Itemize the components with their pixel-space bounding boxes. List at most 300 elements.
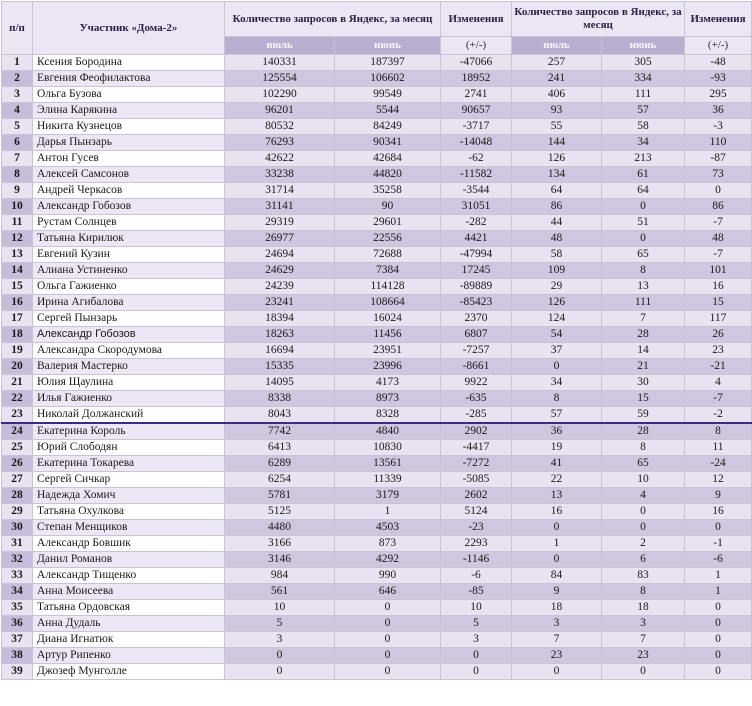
row-number-cell: 24: [2, 423, 33, 440]
participant-name-cell: Данил Романов: [33, 552, 225, 568]
change-1-cell: 2902: [441, 423, 512, 440]
yandex-june-1-cell: 4292: [335, 552, 441, 568]
change-1-cell: 17245: [441, 263, 512, 279]
change-1-cell: -7272: [441, 456, 512, 472]
yandex-july-2-cell: 44: [512, 215, 602, 231]
yandex-july-2-cell: 124: [512, 311, 602, 327]
yandex-june-1-cell: 990: [335, 568, 441, 584]
yandex-july-1-cell: 29319: [225, 215, 335, 231]
col-header-june-2: июнь: [602, 37, 685, 55]
participant-name-cell: Надежда Хомич: [33, 488, 225, 504]
table-row: [2, 440, 752, 456]
row-number-cell: 36: [2, 616, 33, 632]
row-number-cell: 7: [2, 151, 33, 167]
table-row: [2, 87, 752, 103]
yandex-july-1-cell: 15335: [225, 359, 335, 375]
yandex-july-2-cell: 93: [512, 103, 602, 119]
row-number-cell: 8: [2, 167, 33, 183]
yandex-june-2-cell: 18: [602, 600, 685, 616]
participant-name-cell: Сергей Пынзарь: [33, 311, 225, 327]
change-1-cell: -14048: [441, 135, 512, 151]
yandex-june-2-cell: 28: [602, 327, 685, 343]
yandex-june-2-cell: 0: [602, 504, 685, 520]
col-header-change-2: Изменения: [685, 2, 752, 37]
table-row: [2, 103, 752, 119]
yandex-july-2-cell: 406: [512, 87, 602, 103]
row-number-cell: 12: [2, 231, 33, 247]
participant-name-cell: Алексей Самсонов: [33, 167, 225, 183]
yandex-june-1-cell: 8973: [335, 391, 441, 407]
yandex-july-1-cell: 24239: [225, 279, 335, 295]
change-1-cell: -7257: [441, 343, 512, 359]
change-2-cell: -1: [685, 536, 752, 552]
yandex-july-2-cell: 0: [512, 664, 602, 680]
participant-name-cell: Валерия Мастерко: [33, 359, 225, 375]
change-1-cell: -11582: [441, 167, 512, 183]
yandex-july-1-cell: 76293: [225, 135, 335, 151]
table-row: [2, 247, 752, 263]
yandex-july-2-cell: 19: [512, 440, 602, 456]
change-2-cell: -7: [685, 391, 752, 407]
yandex-july-2-cell: 34: [512, 375, 602, 391]
participant-name-cell: Николай Должанский: [33, 407, 225, 424]
change-1-cell: -1146: [441, 552, 512, 568]
yandex-june-1-cell: 0: [335, 600, 441, 616]
row-number-cell: 32: [2, 552, 33, 568]
yandex-june-1-cell: 4173: [335, 375, 441, 391]
yandex-july-2-cell: 41: [512, 456, 602, 472]
yandex-june-2-cell: 51: [602, 215, 685, 231]
yandex-july-1-cell: 96201: [225, 103, 335, 119]
header-row: [2, 2, 752, 37]
yandex-june-2-cell: 213: [602, 151, 685, 167]
yandex-june-1-cell: 23951: [335, 343, 441, 359]
change-1-cell: -3717: [441, 119, 512, 135]
col-header-pm-2: (+/-): [685, 37, 752, 55]
row-number-cell: 4: [2, 103, 33, 119]
yandex-june-2-cell: 14: [602, 343, 685, 359]
change-2-cell: 0: [685, 520, 752, 536]
yandex-june-1-cell: 72688: [335, 247, 441, 263]
yandex-july-2-cell: 109: [512, 263, 602, 279]
change-2-cell: 0: [685, 183, 752, 199]
participant-name-cell: Диана Игнатюк: [33, 632, 225, 648]
yandex-june-2-cell: 7: [602, 632, 685, 648]
change-1-cell: 5: [441, 616, 512, 632]
yandex-july-1-cell: 10: [225, 600, 335, 616]
table-row: [2, 71, 752, 87]
change-2-cell: 117: [685, 311, 752, 327]
yandex-june-1-cell: 11339: [335, 472, 441, 488]
participant-name-cell: Анна Дудаль: [33, 616, 225, 632]
change-2-cell: 73: [685, 167, 752, 183]
table-row: [2, 584, 752, 600]
participant-name-cell: Юлия Щаулина: [33, 375, 225, 391]
change-2-cell: 26: [685, 327, 752, 343]
yandex-july-1-cell: 80532: [225, 119, 335, 135]
participant-name-cell: Татьяна Ордовская: [33, 600, 225, 616]
yandex-june-1-cell: 108664: [335, 295, 441, 311]
yandex-july-2-cell: 241: [512, 71, 602, 87]
change-2-cell: -7: [685, 247, 752, 263]
yandex-june-2-cell: 8: [602, 263, 685, 279]
yandex-june-2-cell: 23: [602, 648, 685, 664]
row-number-cell: 29: [2, 504, 33, 520]
row-number-cell: 18: [2, 327, 33, 343]
change-2-cell: 1: [685, 584, 752, 600]
yandex-june-2-cell: 0: [602, 664, 685, 680]
yandex-june-2-cell: 334: [602, 71, 685, 87]
change-1-cell: -285: [441, 407, 512, 424]
participant-name-cell: Сергей Сичкар: [33, 472, 225, 488]
change-1-cell: -635: [441, 391, 512, 407]
yandex-july-1-cell: 16694: [225, 343, 335, 359]
yandex-july-2-cell: 55: [512, 119, 602, 135]
yandex-june-1-cell: 35258: [335, 183, 441, 199]
change-1-cell: 4421: [441, 231, 512, 247]
yandex-july-1-cell: 6254: [225, 472, 335, 488]
change-2-cell: 12: [685, 472, 752, 488]
participant-name-cell: Александр Гобозов: [33, 327, 225, 343]
change-2-cell: 9: [685, 488, 752, 504]
table-row: [2, 600, 752, 616]
row-number-cell: 23: [2, 407, 33, 424]
row-number-cell: 38: [2, 648, 33, 664]
table-row: [2, 311, 752, 327]
yandex-july-1-cell: 6289: [225, 456, 335, 472]
yandex-june-1-cell: 99549: [335, 87, 441, 103]
yandex-june-2-cell: 305: [602, 55, 685, 71]
yandex-july-1-cell: 7742: [225, 423, 335, 440]
change-2-cell: -93: [685, 71, 752, 87]
table-row: [2, 488, 752, 504]
yandex-july-2-cell: 9: [512, 584, 602, 600]
table-row: [2, 456, 752, 472]
change-2-cell: 15: [685, 295, 752, 311]
row-number-cell: 17: [2, 311, 33, 327]
yandex-june-1-cell: 29601: [335, 215, 441, 231]
table-row: [2, 648, 752, 664]
row-number-cell: 6: [2, 135, 33, 151]
row-number-cell: 11: [2, 215, 33, 231]
table-row: [2, 375, 752, 391]
row-number-cell: 31: [2, 536, 33, 552]
row-number-cell: 26: [2, 456, 33, 472]
change-2-cell: 101: [685, 263, 752, 279]
yandex-june-1-cell: 646: [335, 584, 441, 600]
table-row: [2, 135, 752, 151]
yandex-july-2-cell: 22: [512, 472, 602, 488]
row-number-cell: 30: [2, 520, 33, 536]
yandex-july-2-cell: 37: [512, 343, 602, 359]
table-row: [2, 183, 752, 199]
row-number-cell: 19: [2, 343, 33, 359]
yandex-july-1-cell: 3146: [225, 552, 335, 568]
yandex-june-1-cell: 4840: [335, 423, 441, 440]
yandex-july-1-cell: 3: [225, 632, 335, 648]
row-number-cell: 25: [2, 440, 33, 456]
ratings-table: [1, 1, 752, 680]
table-row: [2, 215, 752, 231]
row-number-cell: 27: [2, 472, 33, 488]
participant-name-cell: Ирина Агибалова: [33, 295, 225, 311]
yandex-july-2-cell: 134: [512, 167, 602, 183]
table-row: [2, 263, 752, 279]
yandex-july-1-cell: 24694: [225, 247, 335, 263]
yandex-june-1-cell: 42684: [335, 151, 441, 167]
change-1-cell: -6: [441, 568, 512, 584]
table-row: [2, 199, 752, 215]
change-2-cell: 16: [685, 279, 752, 295]
row-number-cell: 34: [2, 584, 33, 600]
yandex-july-1-cell: 125554: [225, 71, 335, 87]
row-number-cell: 39: [2, 664, 33, 680]
yandex-july-1-cell: 23241: [225, 295, 335, 311]
change-2-cell: 86: [685, 199, 752, 215]
change-1-cell: -47994: [441, 247, 512, 263]
yandex-june-1-cell: 90: [335, 199, 441, 215]
yandex-june-2-cell: 65: [602, 456, 685, 472]
yandex-july-2-cell: 23: [512, 648, 602, 664]
yandex-june-1-cell: 4503: [335, 520, 441, 536]
change-2-cell: -3: [685, 119, 752, 135]
change-2-cell: 110: [685, 135, 752, 151]
yandex-june-2-cell: 28: [602, 423, 685, 440]
yandex-july-1-cell: 4480: [225, 520, 335, 536]
change-1-cell: -89889: [441, 279, 512, 295]
participant-name-cell: Юрий Слободян: [33, 440, 225, 456]
row-number-cell: 2: [2, 71, 33, 87]
participant-name-cell: Александр Гобозов: [33, 199, 225, 215]
participant-name-cell: Антон Гусев: [33, 151, 225, 167]
yandex-june-2-cell: 13: [602, 279, 685, 295]
table-row: [2, 552, 752, 568]
yandex-june-2-cell: 61: [602, 167, 685, 183]
yandex-june-1-cell: 873: [335, 536, 441, 552]
change-2-cell: -87: [685, 151, 752, 167]
yandex-july-1-cell: 8043: [225, 407, 335, 424]
change-2-cell: -6: [685, 552, 752, 568]
row-number-cell: 13: [2, 247, 33, 263]
yandex-june-2-cell: 0: [602, 199, 685, 215]
yandex-june-1-cell: 22556: [335, 231, 441, 247]
change-1-cell: 2370: [441, 311, 512, 327]
table-row: [2, 423, 752, 440]
yandex-july-1-cell: 6413: [225, 440, 335, 456]
change-2-cell: -24: [685, 456, 752, 472]
yandex-july-1-cell: 42622: [225, 151, 335, 167]
participant-name-cell: Дарья Пынзарь: [33, 135, 225, 151]
change-2-cell: 1: [685, 568, 752, 584]
yandex-june-2-cell: 15: [602, 391, 685, 407]
participant-name-cell: Илья Гажиенко: [33, 391, 225, 407]
yandex-july-2-cell: 36: [512, 423, 602, 440]
change-1-cell: -282: [441, 215, 512, 231]
participant-name-cell: Анна Моисеева: [33, 584, 225, 600]
change-2-cell: 0: [685, 648, 752, 664]
change-2-cell: 23: [685, 343, 752, 359]
participant-name-cell: Никита Кузнецов: [33, 119, 225, 135]
yandex-june-2-cell: 10: [602, 472, 685, 488]
yandex-july-1-cell: 8338: [225, 391, 335, 407]
table-row: [2, 359, 752, 375]
change-1-cell: -23: [441, 520, 512, 536]
table-row: [2, 536, 752, 552]
change-1-cell: -85: [441, 584, 512, 600]
yandex-july-2-cell: 126: [512, 151, 602, 167]
row-number-cell: 14: [2, 263, 33, 279]
participant-name-cell: Ксения Бородина: [33, 55, 225, 71]
yandex-july-2-cell: 0: [512, 552, 602, 568]
yandex-june-1-cell: 8328: [335, 407, 441, 424]
change-2-cell: -7: [685, 215, 752, 231]
col-header-yandex-2: Количество запросов в Яндекс, за месяц: [512, 2, 685, 37]
row-number-cell: 28: [2, 488, 33, 504]
yandex-june-2-cell: 111: [602, 295, 685, 311]
col-header-name: Участник «Дома-2»: [33, 2, 225, 55]
table-row: [2, 343, 752, 359]
table-row: [2, 231, 752, 247]
participant-name-cell: Ольга Бузова: [33, 87, 225, 103]
change-1-cell: 5124: [441, 504, 512, 520]
table-row: [2, 151, 752, 167]
yandex-june-1-cell: 187397: [335, 55, 441, 71]
yandex-july-1-cell: 31141: [225, 199, 335, 215]
table-row: [2, 407, 752, 424]
yandex-july-1-cell: 26977: [225, 231, 335, 247]
yandex-july-1-cell: 14095: [225, 375, 335, 391]
change-2-cell: 8: [685, 423, 752, 440]
yandex-july-2-cell: 48: [512, 231, 602, 247]
table-row: [2, 616, 752, 632]
participant-name-cell: Рустам Солнцев: [33, 215, 225, 231]
yandex-june-1-cell: 7384: [335, 263, 441, 279]
change-1-cell: 10: [441, 600, 512, 616]
yandex-july-2-cell: 126: [512, 295, 602, 311]
yandex-june-1-cell: 84249: [335, 119, 441, 135]
yandex-july-1-cell: 24629: [225, 263, 335, 279]
yandex-june-2-cell: 4: [602, 488, 685, 504]
table-body: [2, 55, 752, 680]
yandex-july-1-cell: 33238: [225, 167, 335, 183]
change-1-cell: -85423: [441, 295, 512, 311]
yandex-july-1-cell: 18263: [225, 327, 335, 343]
yandex-june-1-cell: 114128: [335, 279, 441, 295]
change-2-cell: 16: [685, 504, 752, 520]
change-1-cell: 3: [441, 632, 512, 648]
change-1-cell: 2741: [441, 87, 512, 103]
row-number-cell: 35: [2, 600, 33, 616]
yandex-june-1-cell: 0: [335, 632, 441, 648]
yandex-june-2-cell: 21: [602, 359, 685, 375]
yandex-july-1-cell: 18394: [225, 311, 335, 327]
yandex-june-2-cell: 3: [602, 616, 685, 632]
change-2-cell: -2: [685, 407, 752, 424]
yandex-july-1-cell: 31714: [225, 183, 335, 199]
col-header-num: п/п: [2, 2, 33, 55]
table-row: [2, 55, 752, 71]
yandex-june-1-cell: 44820: [335, 167, 441, 183]
yandex-july-1-cell: 3166: [225, 536, 335, 552]
change-1-cell: 0: [441, 664, 512, 680]
change-1-cell: 90657: [441, 103, 512, 119]
table-row: [2, 472, 752, 488]
change-1-cell: -8661: [441, 359, 512, 375]
yandex-june-1-cell: 5544: [335, 103, 441, 119]
row-number-cell: 10: [2, 199, 33, 215]
table-row: [2, 504, 752, 520]
yandex-june-1-cell: 0: [335, 648, 441, 664]
participant-name-cell: Екатерина Король: [33, 423, 225, 440]
yandex-july-2-cell: 84: [512, 568, 602, 584]
yandex-june-2-cell: 58: [602, 119, 685, 135]
yandex-july-2-cell: 16: [512, 504, 602, 520]
participant-name-cell: Екатерина Токарева: [33, 456, 225, 472]
yandex-july-1-cell: 984: [225, 568, 335, 584]
yandex-june-2-cell: 59: [602, 407, 685, 424]
change-2-cell: 11: [685, 440, 752, 456]
table-row: [2, 391, 752, 407]
yandex-june-2-cell: 34: [602, 135, 685, 151]
yandex-july-2-cell: 54: [512, 327, 602, 343]
participant-name-cell: Татьяна Охулкова: [33, 504, 225, 520]
yandex-june-1-cell: 106602: [335, 71, 441, 87]
change-2-cell: 0: [685, 664, 752, 680]
participant-name-cell: Андрей Черкасов: [33, 183, 225, 199]
change-2-cell: 295: [685, 87, 752, 103]
yandex-june-2-cell: 30: [602, 375, 685, 391]
participant-name-cell: Александра Скородумова: [33, 343, 225, 359]
change-1-cell: -47066: [441, 55, 512, 71]
table-row: [2, 279, 752, 295]
yandex-july-2-cell: 0: [512, 359, 602, 375]
yandex-july-1-cell: 140331: [225, 55, 335, 71]
yandex-july-2-cell: 64: [512, 183, 602, 199]
yandex-july-1-cell: 5: [225, 616, 335, 632]
table-row: [2, 167, 752, 183]
yandex-july-1-cell: 102290: [225, 87, 335, 103]
yandex-july-2-cell: 7: [512, 632, 602, 648]
change-2-cell: 0: [685, 616, 752, 632]
yandex-july-2-cell: 1: [512, 536, 602, 552]
row-number-cell: 20: [2, 359, 33, 375]
yandex-june-1-cell: 23996: [335, 359, 441, 375]
row-number-cell: 33: [2, 568, 33, 584]
yandex-june-2-cell: 0: [602, 231, 685, 247]
participant-name-cell: Ольга Гажиенко: [33, 279, 225, 295]
table-row: [2, 632, 752, 648]
change-2-cell: -21: [685, 359, 752, 375]
row-number-cell: 3: [2, 87, 33, 103]
change-2-cell: 0: [685, 600, 752, 616]
row-number-cell: 1: [2, 55, 33, 71]
yandex-june-2-cell: 7: [602, 311, 685, 327]
yandex-july-2-cell: 257: [512, 55, 602, 71]
table-row: [2, 520, 752, 536]
participant-name-cell: Элина Карякина: [33, 103, 225, 119]
yandex-july-2-cell: 58: [512, 247, 602, 263]
change-1-cell: 0: [441, 648, 512, 664]
yandex-june-2-cell: 57: [602, 103, 685, 119]
change-1-cell: 9922: [441, 375, 512, 391]
participant-name-cell: Александр Бовшик: [33, 536, 225, 552]
participant-name-cell: Артур Рипенко: [33, 648, 225, 664]
yandex-july-2-cell: 86: [512, 199, 602, 215]
change-2-cell: -48: [685, 55, 752, 71]
change-1-cell: 2293: [441, 536, 512, 552]
col-header-july-1: июль: [225, 37, 335, 55]
table-row: [2, 295, 752, 311]
